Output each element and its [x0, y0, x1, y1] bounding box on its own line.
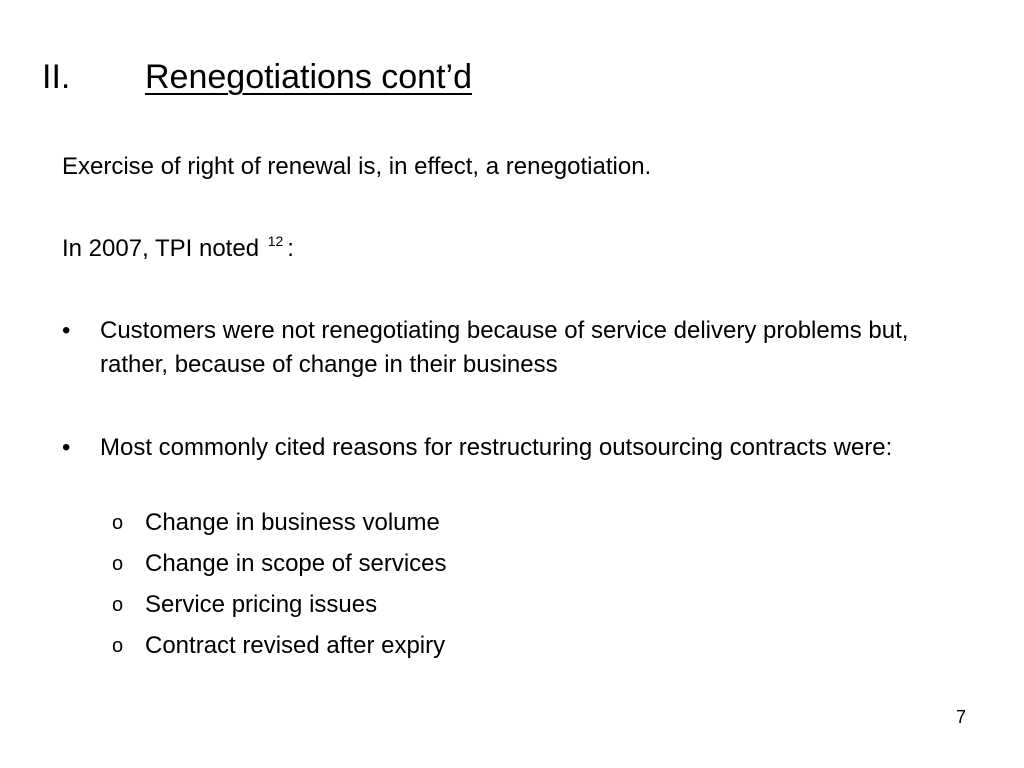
title-text: Renegotiations cont’d — [145, 58, 473, 96]
sub-bullet-marker: o — [112, 594, 124, 616]
sub-bullet-marker: o — [112, 553, 124, 575]
bullet-item — [62, 431, 972, 465]
reasons-sub-list — [112, 506, 447, 670]
sub-item-text: Change in business volume — [145, 509, 440, 536]
sub-list-item — [112, 629, 447, 670]
noted-suffix: : — [287, 235, 294, 262]
bullet-item — [62, 314, 972, 382]
sub-bullet-marker: o — [112, 635, 124, 657]
bullet-text: Customers were not renegotiating because of service delivery problems but, rather, because of change in their business — [100, 317, 909, 378]
bullet-marker: • — [62, 434, 71, 461]
footnote-marker: 12 — [267, 233, 284, 249]
title-number: II. — [42, 58, 71, 96]
intro-paragraph: Exercise of right of renewal is, in effect, a renegotiation. — [62, 153, 652, 180]
sub-bullet-marker: o — [112, 512, 124, 534]
sub-list-item — [112, 588, 447, 629]
bullet-text: Most commonly cited reasons for restructuring outsourcing contracts were: — [100, 434, 893, 461]
sub-item-text: Contract revised after expiry — [145, 632, 446, 659]
sub-item-text: Service pricing issues — [145, 591, 378, 618]
sub-list-item — [112, 547, 447, 588]
page-number: 7 — [955, 707, 966, 727]
noted-paragraph — [62, 232, 294, 268]
bullet-marker: • — [62, 317, 71, 344]
slide-title — [42, 56, 472, 98]
sub-list-item — [112, 506, 447, 547]
noted-prefix: In 2007, TPI noted — [62, 235, 260, 262]
sub-item-text: Change in scope of services — [145, 550, 447, 577]
